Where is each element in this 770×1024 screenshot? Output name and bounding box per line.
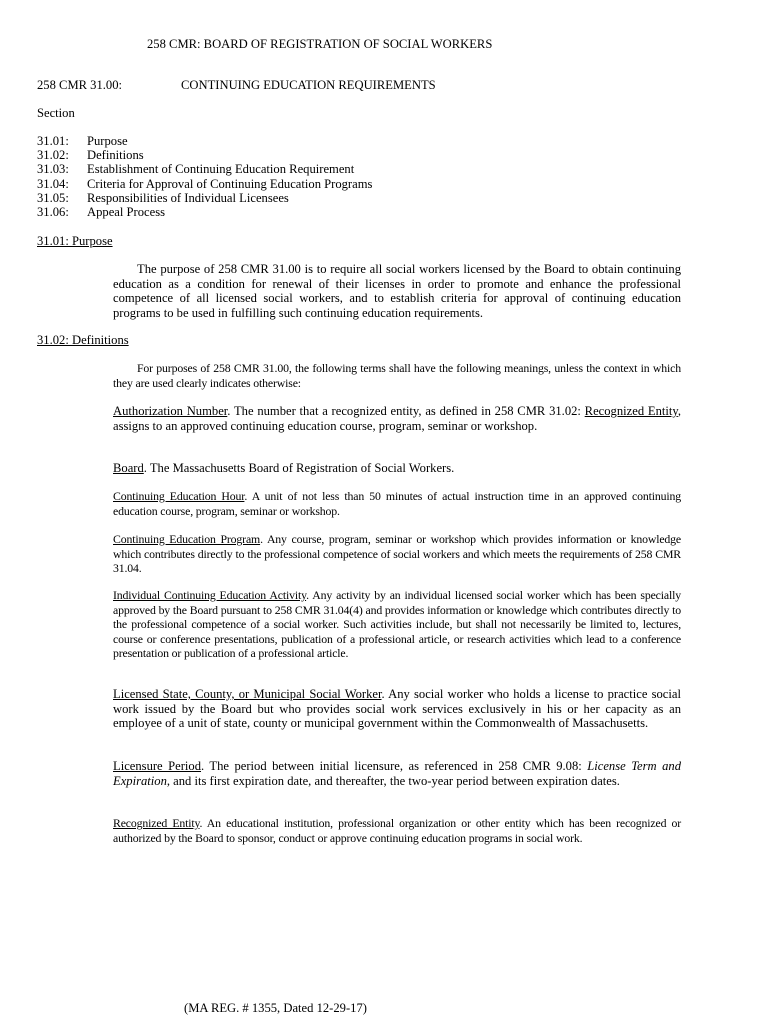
definition-licensure-period: Licensure Period. The period between initial licensure, as referenced in 258 CMR 9.08: License Term and Expiration, and its first expiration date, and thereafter, the two-year period between expiration dates. (113, 759, 682, 788)
chapter-title: CONTINUING EDUCATION REQUIREMENTS (181, 78, 436, 92)
definition-licensed-social-worker: Licensed State, County, or Municipal Social Worker. Any social worker who holds a license to practice social work issued by the Board but who provides social work services exclusively in his or her capacity as an employee of a unit of state, county or municipal government within the Commonwealth of Massachusetts. (113, 687, 681, 731)
toc-item: 31.05: Responsibilities of Individual Licensees (37, 190, 289, 205)
section-heading-definitions: 31.02: Definitions (37, 333, 129, 347)
definitions-intro: For purposes of 258 CMR 31.00, the following terms shall have the following meanings, unless the context in which they are used clearly indicates otherwise: (113, 361, 681, 390)
definition-continuing-education-hour: Continuing Education Hour. A unit of not less than 50 minutes of actual instruction time in an approved continuing education course, program, seminar or workshop. (113, 489, 681, 518)
definition-individual-activity: Individual Continuing Education Activity. Any activity by an individual licensed social worker which has been specially approved by the Board pursuant to 258 CMR 31.04(4) and provides information or knowledge which contributes directly to the professional competence of a social worker. Such activities include, but shall not necessarily be limited to, lectures, course or conference presentations, publication of a professional article, or research activities which lead to a conference presentation or publication of a professional article. (113, 588, 681, 661)
page-footer: (MA REG. # 1355, Dated 12-29-17) (184, 1001, 367, 1015)
definition-board: Board. The Massachusetts Board of Registration of Social Workers. (113, 461, 455, 475)
definition-recognized-entity: Recognized Entity. An educational institution, professional organization or other entity which has been recognized or authorized by the Board to sponsor, conduct or approve continuing education programs in social work. (113, 816, 682, 845)
toc-label: Section (37, 106, 75, 120)
section-heading-purpose: 31.01: Purpose (37, 234, 113, 248)
toc-item: 31.04: Criteria for Approval of Continuing Education Programs (37, 176, 373, 191)
chapter-number: 258 CMR 31.00: (37, 78, 123, 92)
definition-authorization-number: Authorization Number. The number that a recognized entity, as defined in 258 CMR 31.02: Recognized Entity, assigns to an approved continuing education course, program, seminar or workshop. (113, 404, 682, 433)
toc-item: 31.01: Purpose (37, 134, 128, 148)
definition-continuing-education-program: Continuing Education Program. Any course, program, seminar or workshop which provides information or knowledge which contributes directly to the professional competence of social workers and which meets the requirements of 258 CMR 31.04. (113, 532, 681, 576)
table-of-contents (37, 134, 372, 219)
toc-item: 31.02: Definitions (37, 148, 144, 163)
toc-item: 31.06: Appeal Process (37, 204, 165, 219)
toc-item: 31.03: Establishment of Continuing Education Requirement (37, 162, 355, 177)
running-header: 258 CMR: BOARD OF REGISTRATION OF SOCIAL WORKERS (147, 37, 493, 51)
purpose-paragraph: The purpose of 258 CMR 31.00 is to require all social workers licensed by the Board to obtain continuing education as a condition for renewal of their licenses in order to promote and enhance the professional competence of all licensed social workers, and to establish criteria for approval of continuing education programs to be used in fulfilling such continuing education requirements. (113, 262, 681, 320)
